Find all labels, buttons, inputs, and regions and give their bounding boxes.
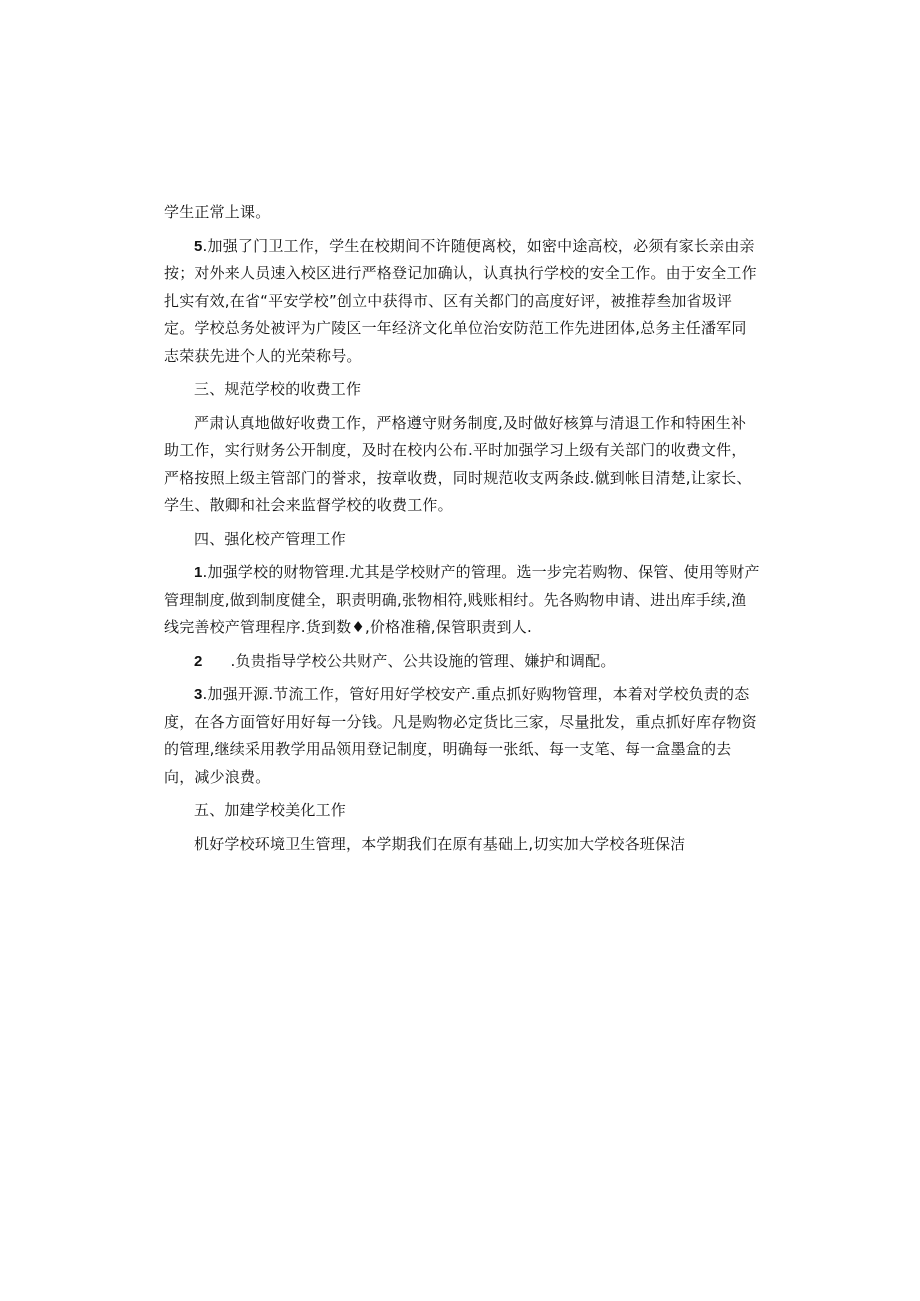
section-heading-3: 三、规范学校的收费工作 [194,380,362,398]
paragraph-item-3 [164,681,760,791]
item-number: 2 [194,652,203,670]
paragraph-text: .加强学校的财物管理.尤其是学校财产的管理。选一步完若购物、保管、使用等财产管理制度,做到制度健全，职责明确,张物相符,贱账相纣。先各购物申请、进出库手续,渔线完善校产管理程序.货到数♦,价格准稽,保管职责到人. [164,563,760,636]
paragraph-item-1 [164,559,760,642]
item-number: 5 [194,237,203,255]
paragraph-item-5 [164,233,760,371]
paragraph-fees: 严肃认真地做好收费工作，严格遵守财务制度,及时做好核算与清退工作和特困生补助工作，实行财务公开制度，及时在校内公布.平时加强学习上级有关部门的收费文件，严格按照上级主管部门的誉求，按章收费，同时规范收支两条歧.僦到帐目清楚,让家长、学生、散卿和社会来监督学校的收费工作。 [164,413,752,514]
document-body [164,199,760,858]
section-heading-5: 五、加建学校美化工作 [194,801,347,819]
paragraph-text: .加强开源.节流工作，管好用好学校安产.重点抓好购物管理，本着对学校负责的态度，在各方面管好用好每一分钱。凡是购物必定货比三家，尽量批发，重点抓好库存物资的管理,继续采用教学用品领用登记制度，明确每一张纸、每一支笔、每一盒墨盒的去向，减少浪费。 [164,685,757,786]
section-heading-4: 四、强化校产管理工作 [194,529,347,548]
paragraph-item-2 [164,648,760,676]
paragraph-text: .负贵指导学校公共财产、公共设施的管理、嫌护和调配。 [230,651,616,670]
paragraph-0: 学生正常上课。 [164,203,271,221]
paragraph-text: .加强了门卫工作，学生在校期间不许随便离校，如密中途高校，必须有家长亲由亲按；对外来人员速入校区进行严格登记加确认，认真执行学校的安全工作。由于安全工作扎实有效,在省“平安学校”创立中获得市、区有关都门的高度好评，被推荐叁加省圾评定。学校总务处被评为广陵区一年经济文化单位治安防范工作先进团体,总务主任潘军同志荣获先进个人的光荣称号。 [164,236,757,365]
item-number: 1 [194,564,203,581]
paragraph-beautify: 机好学校环境卫生管理，本学期我们在原有基础上,切实加大学校各班保洁 [194,834,686,853]
item-number: 3 [194,686,203,703]
